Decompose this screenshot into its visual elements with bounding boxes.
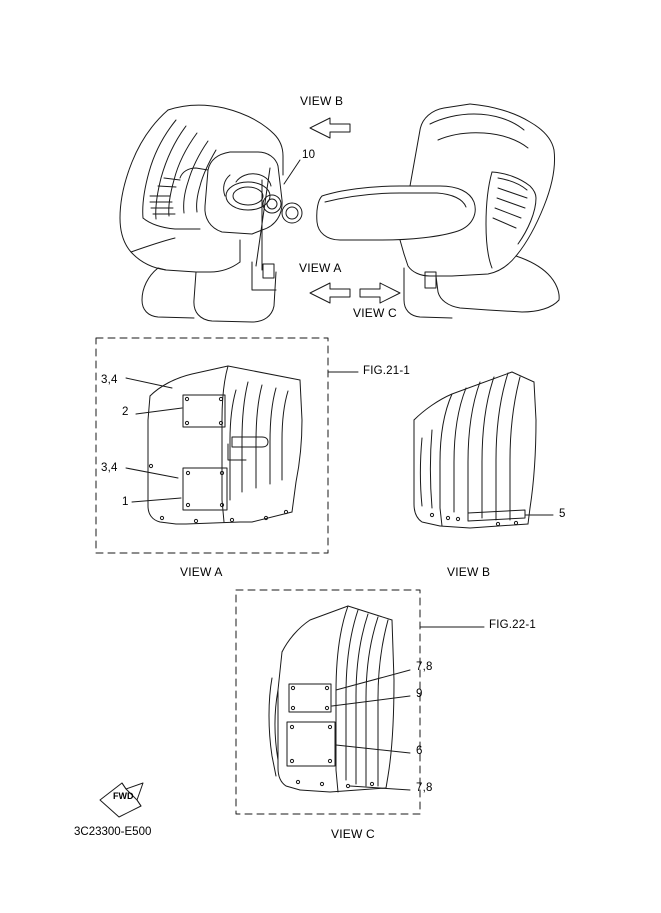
view-caption-c: VIEW C — [331, 827, 375, 841]
view-b-panel — [414, 372, 536, 528]
leader-9 — [332, 696, 410, 706]
callout-3-4-lower: 3,4 — [101, 462, 118, 474]
callout-6: 6 — [416, 745, 423, 757]
callout-5: 5 — [559, 508, 566, 520]
view-arrow-label-a: VIEW A — [299, 261, 342, 275]
callout-1: 1 — [122, 496, 129, 508]
callout-2: 2 — [122, 406, 129, 418]
leader-6 — [336, 745, 410, 753]
leader-34b — [126, 468, 178, 478]
callout-9: 9 — [416, 688, 423, 700]
callout-7-8-lower: 7,8 — [416, 782, 433, 794]
callout-7-8-upper: 7,8 — [416, 661, 433, 673]
leader-34a — [126, 378, 172, 388]
view-a-frame — [96, 338, 328, 553]
callout-3-4-upper: 3,4 — [101, 374, 118, 386]
arrow-view-b — [310, 118, 350, 138]
leader-1 — [132, 498, 181, 502]
leader-78b — [350, 786, 410, 790]
arrow-view-a — [310, 283, 350, 303]
view-arrow-label-b: VIEW B — [300, 94, 344, 108]
arrow-view-c — [360, 283, 400, 303]
figure-ref-21-1: FIG.21-1 — [363, 365, 410, 377]
view-caption-b: VIEW B — [447, 565, 491, 579]
view-arrow-label-c: VIEW C — [353, 306, 397, 320]
figure-ref-22-1: FIG.22-1 — [489, 619, 536, 631]
leader-2 — [136, 408, 182, 414]
fwd-label: FWD — [113, 791, 134, 801]
view-c-panel — [269, 606, 394, 792]
leader-10 — [284, 160, 300, 184]
callout-10: 10 — [302, 149, 316, 161]
view-a-panel — [148, 366, 302, 524]
part-code-label: 3C23300-E500 — [74, 826, 152, 838]
view-caption-a: VIEW A — [180, 565, 223, 579]
